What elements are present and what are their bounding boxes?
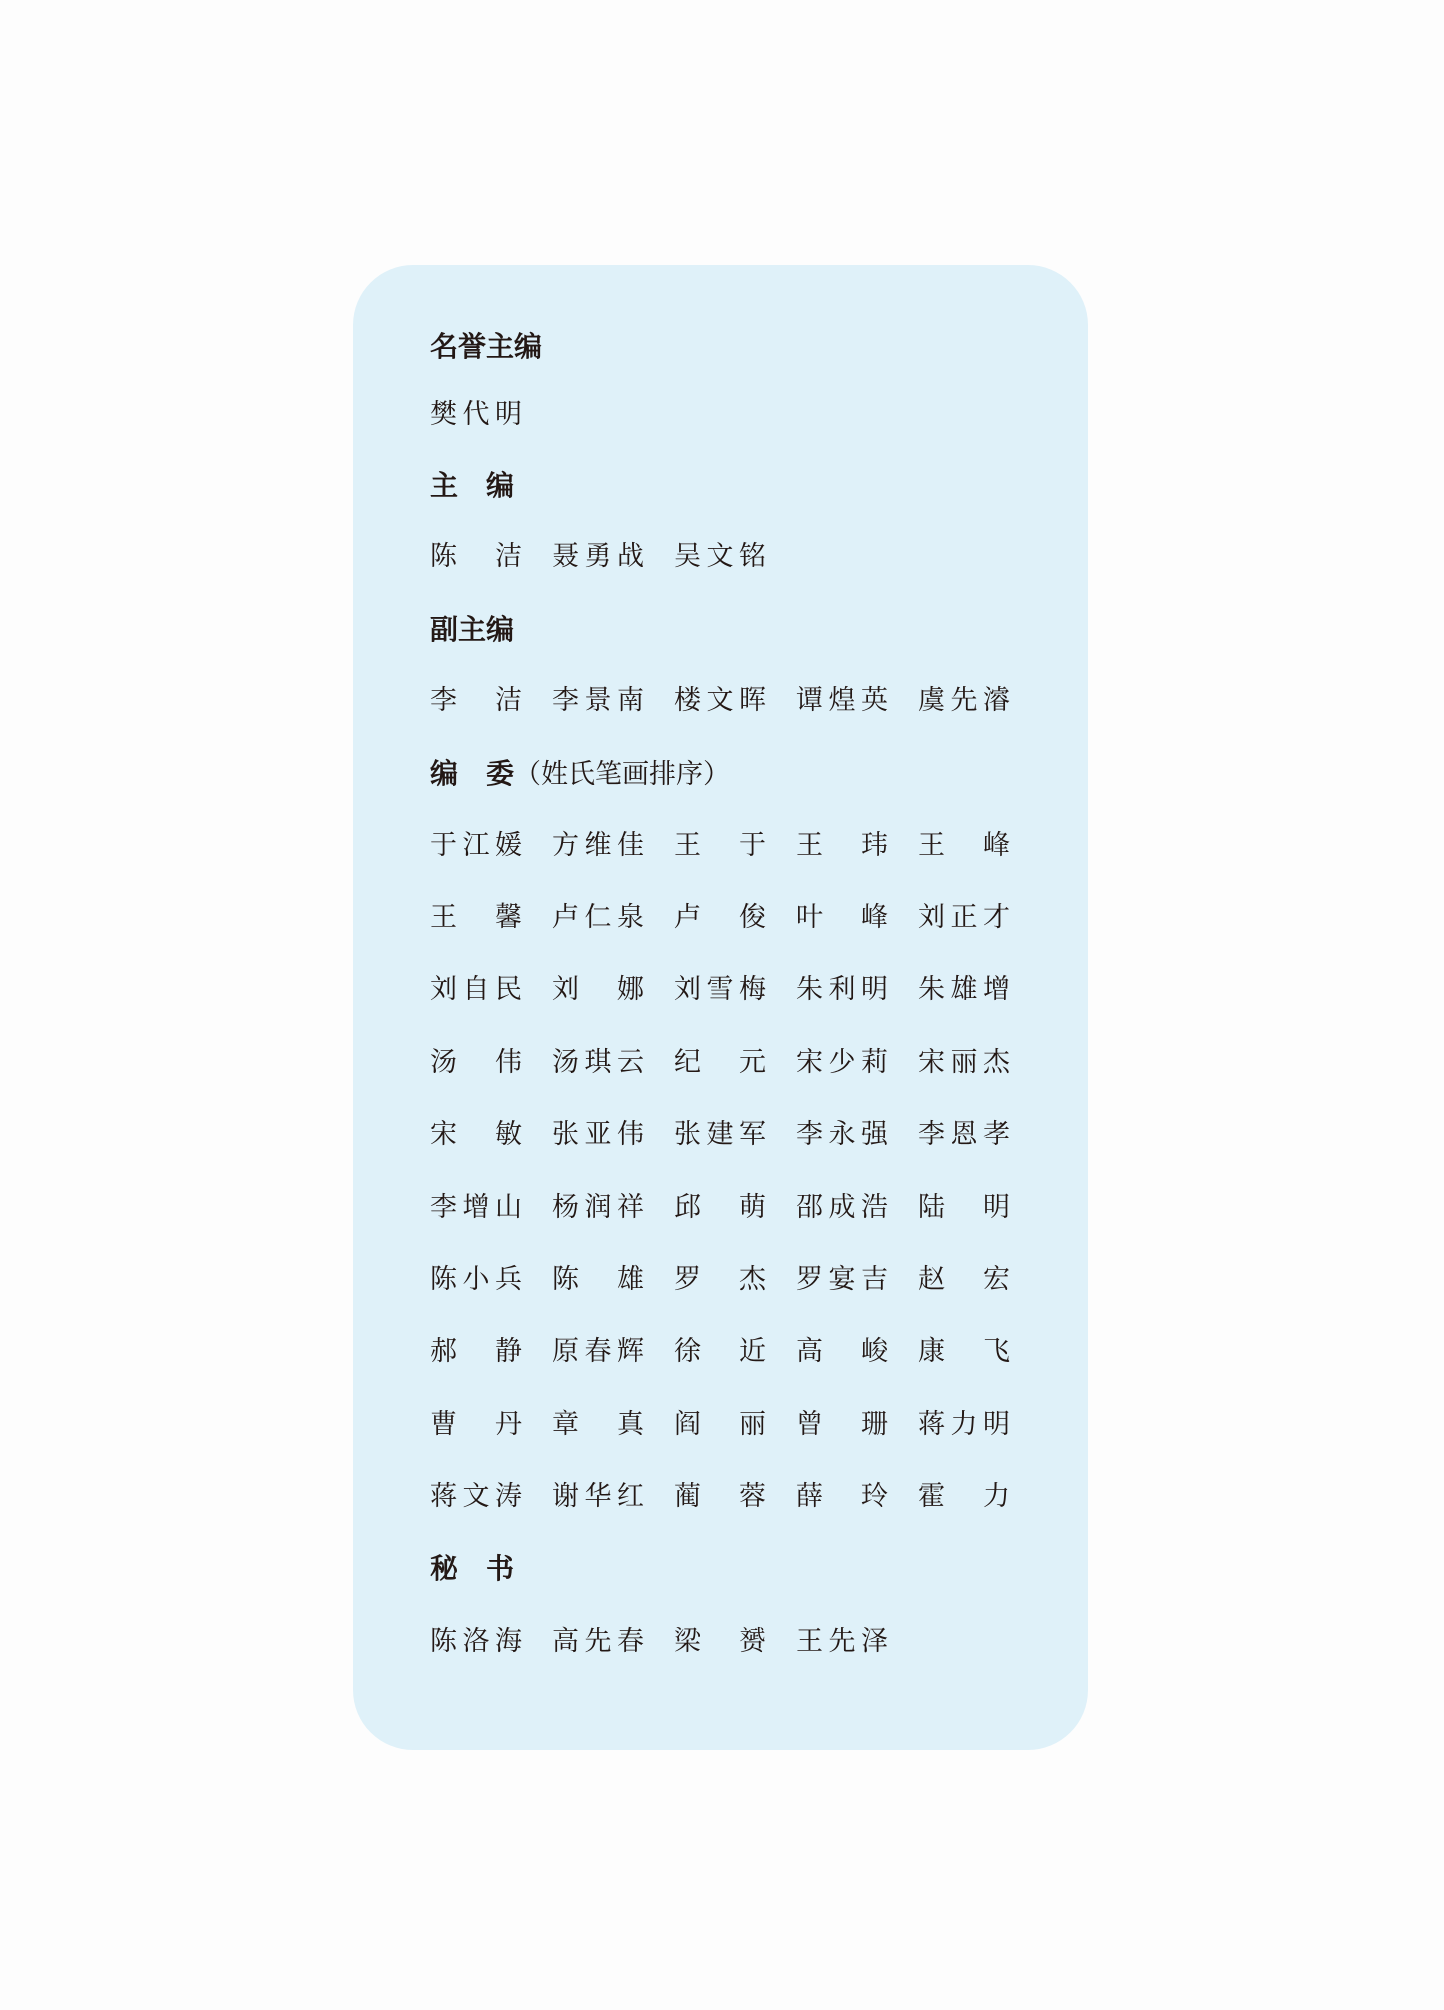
person-name: 郝 静 bbox=[430, 1336, 522, 1367]
person-name: 邱 萌 bbox=[674, 1192, 766, 1223]
person-name: 卢 仁 泉 bbox=[552, 902, 644, 933]
person-name: 朱 利 明 bbox=[796, 974, 888, 1005]
person-name: 李 增 山 bbox=[430, 1192, 522, 1223]
person-name: 宋 少 莉 bbox=[796, 1047, 888, 1078]
person-name: 张 亚 伟 bbox=[552, 1119, 644, 1150]
person-name: 蒋 力 明 bbox=[918, 1409, 1010, 1440]
editorial-board-row bbox=[430, 1049, 1030, 1083]
person-name: 原 春 辉 bbox=[552, 1336, 644, 1367]
editorial-board-row bbox=[430, 1338, 1030, 1372]
secretary-names bbox=[430, 1628, 1030, 1662]
person-name: 赵 宏 bbox=[918, 1264, 1010, 1295]
person-name: 杨 润 祥 bbox=[552, 1192, 644, 1223]
person-name: 霍 力 bbox=[918, 1481, 1010, 1512]
person-name: 罗 宴 吉 bbox=[796, 1264, 888, 1295]
person-name: 罗 杰 bbox=[674, 1264, 766, 1295]
editorial-board-sort-note: （姓氏笔画排序） bbox=[514, 759, 731, 790]
deputy-chief-editor-heading: 副主编 bbox=[430, 613, 515, 646]
person-name: 张 建 军 bbox=[674, 1119, 766, 1150]
honorary-chief-editor-names bbox=[430, 401, 1030, 435]
person-name: 李 洁 bbox=[430, 685, 522, 716]
person-name: 刘 雪 梅 bbox=[674, 974, 766, 1005]
person-name: 王 玮 bbox=[796, 830, 888, 861]
person-name: 汤 伟 bbox=[430, 1047, 522, 1078]
person-name: 汤 琪 云 bbox=[552, 1047, 644, 1078]
person-name: 叶 峰 bbox=[796, 902, 888, 933]
person-name: 王 峰 bbox=[918, 830, 1010, 861]
editorial-board-row bbox=[430, 1266, 1030, 1300]
person-name: 于 江 媛 bbox=[430, 830, 522, 861]
person-name: 李 景 南 bbox=[552, 685, 644, 716]
person-name: 楼 文 晖 bbox=[674, 685, 766, 716]
secretary-heading: 秘 书 bbox=[430, 1552, 515, 1585]
editorial-board-row bbox=[430, 1483, 1030, 1517]
person-name: 宋 丽 杰 bbox=[918, 1047, 1010, 1078]
person-name: 蔺 蓉 bbox=[674, 1481, 766, 1512]
person-name: 刘 正 才 bbox=[918, 902, 1010, 933]
person-name: 章 真 bbox=[552, 1409, 644, 1440]
person-name: 宋 敏 bbox=[430, 1119, 522, 1150]
person-name: 高 先 春 bbox=[552, 1626, 644, 1657]
person-name: 王 于 bbox=[674, 830, 766, 861]
person-name: 刘 娜 bbox=[552, 974, 644, 1005]
person-name: 陈 雄 bbox=[552, 1264, 644, 1295]
person-name: 陈 小 兵 bbox=[430, 1264, 522, 1295]
person-name: 薛 玲 bbox=[796, 1481, 888, 1512]
person-name: 纪 元 bbox=[674, 1047, 766, 1078]
deputy-chief-editor-names bbox=[430, 687, 1030, 721]
person-name: 蒋 文 涛 bbox=[430, 1481, 522, 1512]
person-name: 卢 俊 bbox=[674, 902, 766, 933]
editorial-board-row bbox=[430, 1121, 1030, 1155]
person-name: 李 永 强 bbox=[796, 1119, 888, 1150]
person-name: 吴 文 铭 bbox=[674, 541, 766, 572]
person-name: 高 峻 bbox=[796, 1336, 888, 1367]
editorial-board-row bbox=[430, 832, 1030, 866]
person-name: 曹 丹 bbox=[430, 1409, 522, 1440]
chief-editor-heading: 主 编 bbox=[430, 469, 515, 502]
person-name: 陆 明 bbox=[918, 1192, 1010, 1223]
chief-editor-names bbox=[430, 543, 1030, 577]
person-name: 谭 煌 英 bbox=[796, 685, 888, 716]
honorary-chief-editor-heading: 名誉主编 bbox=[430, 330, 543, 363]
person-name: 李 恩 孝 bbox=[918, 1119, 1010, 1150]
person-name: 虞 先 濬 bbox=[918, 685, 1010, 716]
person-name: 陈 洁 bbox=[430, 541, 522, 572]
person-name: 康 飞 bbox=[918, 1336, 1010, 1367]
person-name: 方 维 佳 bbox=[552, 830, 644, 861]
person-name: 邵 成 浩 bbox=[796, 1192, 888, 1223]
person-name: 朱 雄 增 bbox=[918, 974, 1010, 1005]
editorial-board-heading-text: 编 委 bbox=[430, 757, 515, 790]
person-name: 陈 洛 海 bbox=[430, 1626, 522, 1657]
editorial-board-row bbox=[430, 1411, 1030, 1445]
person-name: 徐 近 bbox=[674, 1336, 766, 1367]
person-name: 曾 珊 bbox=[796, 1409, 888, 1440]
person-name: 谢 华 红 bbox=[552, 1481, 644, 1512]
editorial-board-row bbox=[430, 1194, 1030, 1228]
person-name: 聂 勇 战 bbox=[552, 541, 644, 572]
person-name: 梁 赟 bbox=[674, 1626, 766, 1657]
person-name: 刘 自 民 bbox=[430, 974, 522, 1005]
editorial-board-heading bbox=[430, 757, 731, 790]
person-name: 王 先 泽 bbox=[796, 1626, 888, 1657]
editorial-board-row bbox=[430, 976, 1030, 1010]
person-name: 樊 代 明 bbox=[430, 399, 522, 430]
person-name: 王 馨 bbox=[430, 902, 522, 933]
editorial-board-row bbox=[430, 904, 1030, 938]
person-name: 阎 丽 bbox=[674, 1409, 766, 1440]
